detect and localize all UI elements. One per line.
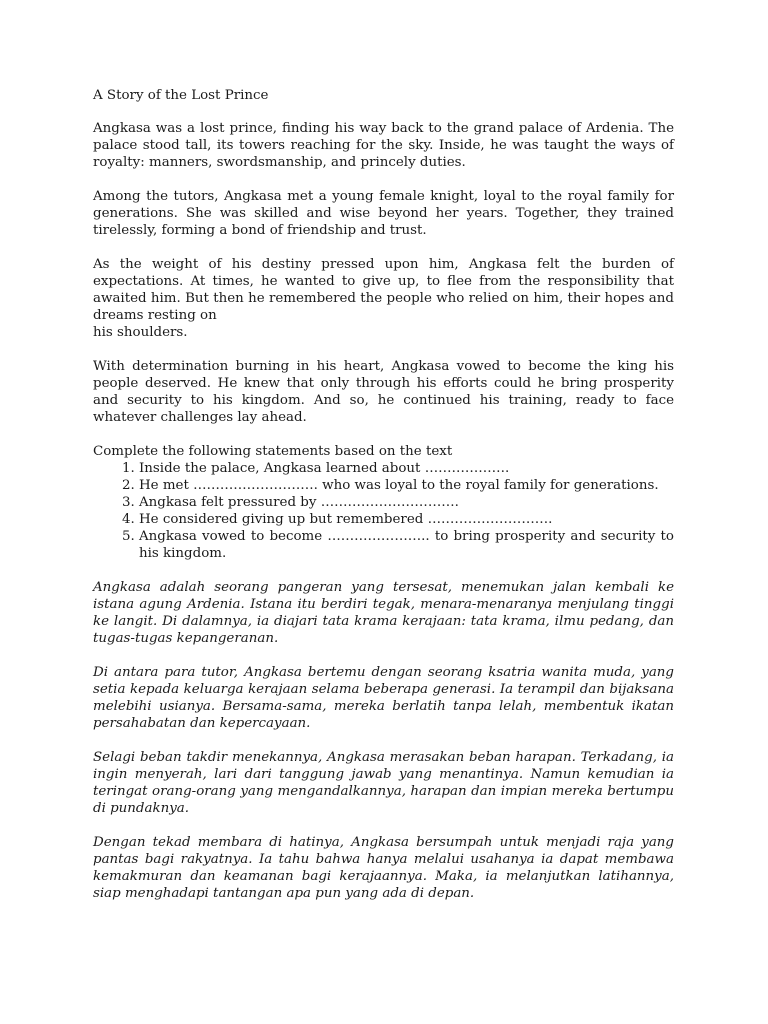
english-paragraph-4: With determination burning in his heart, Angkasa vowed to become the king his people deserved. He knew that only through his efforts could he bring prosperity and security to his kingdom. And so, he continued his training, ready to face whatever challenges lay ahead. — [93, 359, 674, 425]
indonesian-paragraph-1: Angkasa adalah seorang pangeran yang tersesat, menemukan jalan kembali ke istana agung Ardenia. Istana itu berdiri tegak, menara-menaranya menjulang tinggi ke langit. Di dalamnya, ia diajari tata krama kerajaan: tata krama, ilmu pedang, dan tugas-tugas kepangeranan. — [93, 580, 674, 646]
english-paragraph-3-body: As the weight of his destiny pressed upon him, Angkasa felt the burden of expectations. At times, he wanted to give up, to flee from the responsibility that awaited him. But then he remembered the people who relied on him, their hopes and dreams resting on — [93, 257, 674, 323]
english-paragraph-2: Among the tutors, Angkasa met a young female knight, loyal to the royal family for generations. She was skilled and wise beyond her years. Together, they trained tirelessly, forming a bond of friendship and trust. — [93, 189, 674, 238]
indonesian-paragraph-2: Di antara para tutor, Angkasa bertemu dengan seorang ksatria wanita muda, yang setia kepada keluarga kerajaan selama beberapa generasi. Ia terampil dan bijaksana melebihi usianya. Bersama-sama, mereka berlatih tanpa lelah, membentuk ikatan persahabatan dan kepercayaan. — [93, 665, 674, 731]
exercise-item: 4. He considered giving up but remembered ………………………. — [139, 511, 674, 528]
exercise-item: 2. He met ………………………. who was loyal to the royal family for generations. — [139, 477, 674, 494]
indonesian-paragraph-4: Dengan tekad membara di hatinya, Angkasa bersumpah untuk menjadi raja yang pantas bagi rakyatnya. Ia tahu bahwa hanya melalui usahanya ia dapat membawa kemakmuran dan keamanan bagi kerajaannya. Maka, ia melanjutkan latihannya, siap menghadapi tantangan apa pun yang ada di depan. — [93, 835, 674, 901]
english-paragraph-3-last-line: his shoulders. — [93, 325, 188, 340]
indonesian-paragraph-3: Selagi beban takdir menekannya, Angkasa merasakan beban harapan. Terkadang, ia ingin menyerah, lari dari tanggung jawab yang menantinya. Namun kemudian ia teringat orang-orang yang mengandalkannya, harapan dan impian mereka bertumpu di pundaknya. — [93, 750, 674, 816]
english-paragraph-3 — [93, 256, 674, 341]
exercise-instruction: Complete the following statements based on the text — [93, 444, 453, 459]
document-page — [93, 87, 674, 919]
exercise-item: 5. Angkasa vowed to become ………………….. to bring prosperity and security to his kingdom. — [139, 528, 674, 562]
english-paragraph-1: Angkasa was a lost prince, finding his way back to the grand palace of Ardenia. The palace stood tall, its towers reaching for the sky. Inside, he was taught the ways of royalty: manners, swordsmanship, and princely duties. — [93, 121, 674, 170]
exercise-list — [93, 460, 674, 562]
exercise-item: 1. Inside the palace, Angkasa learned about ………………. — [139, 460, 674, 477]
exercise-item: 3. Angkasa felt pressured by …………………………. — [139, 494, 674, 511]
document-title: A Story of the Lost Prince — [93, 88, 269, 103]
